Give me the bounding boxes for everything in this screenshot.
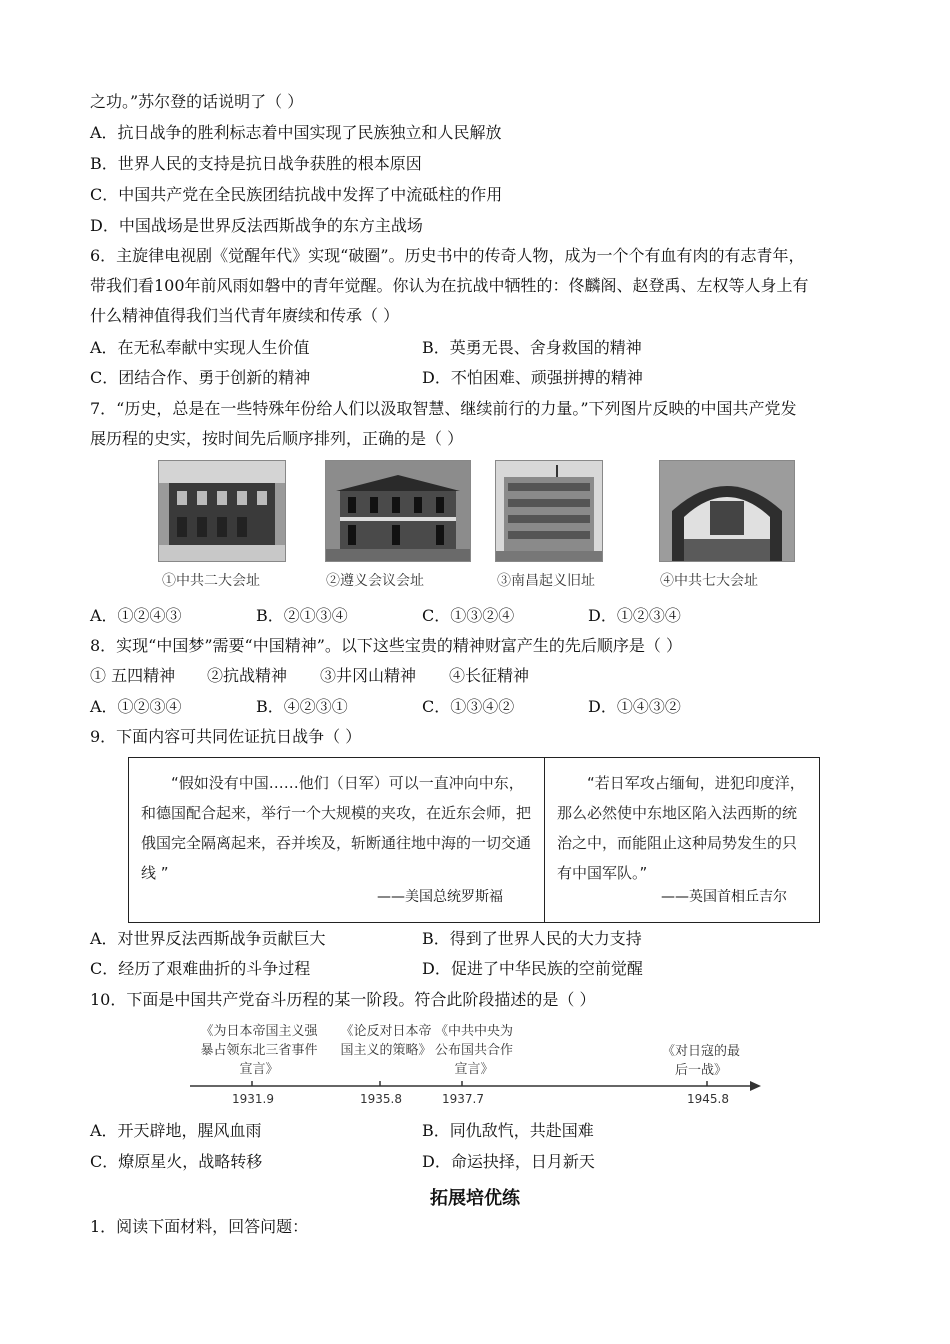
q7-stem-line2: 展历程的史实，按时间先后顺序排列，正确的是（ ） [90, 429, 464, 448]
q8-option-a: A．①②③④ [90, 697, 182, 716]
q6-stem-line2: 带我们看100年前风雨如磐中的青年觉醒。你认为在抗战中牺牲的：佟麟阁、赵登禹、左权等人身上有 [90, 276, 809, 295]
exercise-1-stem: 1．阅读下面材料，回答问题： [90, 1217, 309, 1236]
q9-quote-table [128, 757, 820, 923]
q8-item-4: ④长征精神 [449, 666, 530, 685]
q6-option-b: B．英勇无畏、舍身救国的精神 [422, 338, 642, 357]
quote-churchill-text: “若日军攻占缅甸，进犯印度洋，那么必然使中东地区陷入法西斯的统治之中，而能阻止这种局势发生的只有中国军队。” [557, 774, 805, 882]
q5-option-b: B．世界人民的支持是抗日战争获胜的根本原因 [90, 154, 422, 173]
q9-option-d: D．促进了中华民族的空前觉醒 [422, 959, 643, 978]
q8-stem: 8．实现“中国梦”需要“中国精神”。以下这些宝贵的精神财富产生的先后顺序是（ ） [90, 636, 682, 655]
q7-option-b: B．②①③④ [256, 606, 348, 625]
q9-option-b: B．得到了世界人民的大力支持 [422, 929, 642, 948]
photo-nanchang-uprising-site [495, 460, 603, 562]
q5-option-d: D．中国战场是世界反法西斯战争的东方主战场 [90, 216, 423, 235]
q7-option-a: A．①②④③ [90, 606, 182, 625]
q8-item-1: ① 五四精神 [90, 666, 176, 685]
q6-option-c: C．团结合作、勇于创新的精神 [90, 368, 311, 387]
q6-option-a: A．在无私奉献中实现人生价值 [90, 338, 310, 357]
photo-caption-3: ③南昌起义旧址 [497, 573, 595, 589]
q9-option-a: A．对世界反法西斯战争贡献巨大 [90, 929, 326, 948]
q8-option-d: D．①④③② [588, 697, 681, 716]
q9-option-c: C．经历了艰难曲折的斗争过程 [90, 959, 311, 978]
quote-roosevelt-source: ——美国总统罗斯福 [377, 889, 503, 905]
quote-roosevelt-text: “假如没有中国……他们（日军）可以一直冲向中东，和德国配合起来，举行一个大规模的夹攻，在近东会师，把俄国完全隔离起来，吞并埃及，斩断通往地中海的一切交通线 ” [141, 774, 532, 882]
photo-second-congress-site [158, 460, 286, 562]
q8-item-2: ②抗战精神 [207, 666, 288, 685]
q5-option-c: C．中国共产党在全民族团结抗战中发挥了中流砥柱的作用 [90, 185, 503, 204]
q8-option-c: C．①③④② [422, 697, 515, 716]
q5-option-a: A．抗日战争的胜利标志着中国实现了民族独立和人民解放 [90, 123, 502, 142]
quote-churchill-source: ——英国首相丘吉尔 [661, 889, 787, 905]
timeline-event-1931: 《为日本帝国主义强暴占领东北三省事件宣言》 [200, 1024, 318, 1077]
q6-stem-line3: 什么精神值得我们当代青年赓续和传承（ ） [90, 306, 400, 325]
q5-stem: 之功。”苏尔登的话说明了（ ） [90, 92, 304, 111]
q10-option-b: B．同仇敌忾，共赴国难 [422, 1121, 594, 1140]
timeline-event-1937: 《中共中央为公布国共合作宣言》 [434, 1024, 513, 1077]
photo-zunyi-meeting-site [325, 460, 471, 562]
photo-seventh-congress-site [659, 460, 795, 562]
section-title: 拓展培优练 [430, 1188, 520, 1209]
photo-caption-4: ④中共七大会址 [660, 573, 758, 589]
timeline-date-1937: 1937.7 [442, 1092, 484, 1106]
q10-option-c: C．燎原星火，战略转移 [90, 1152, 263, 1171]
q10-option-d: D．命运抉择，日月新天 [422, 1152, 595, 1171]
q8-item-3: ③井冈山精神 [320, 666, 417, 685]
q7-option-c: C．①③②④ [422, 606, 515, 625]
q8-option-b: B．④②③① [256, 697, 348, 716]
timeline-event-1935: 《论反对日本帝国主义的策略》 [340, 1024, 432, 1058]
q10-option-a: A．开天辟地，腥风血雨 [90, 1121, 262, 1140]
q10-stem: 10．下面是中国共产党奋斗历程的某一阶段。符合此阶段描述的是（ ） [90, 990, 596, 1009]
timeline-date-1945: 1945.8 [687, 1092, 729, 1106]
timeline-date-1931: 1931.9 [232, 1092, 274, 1106]
timeline-date-1935: 1935.8 [360, 1092, 402, 1106]
timeline-event-1945: 《对日寇的最后一战》 [661, 1044, 740, 1078]
photo-caption-2: ②遵义会议会址 [326, 573, 424, 589]
q9-stem: 9．下面内容可共同佐证抗日战争（ ） [90, 727, 362, 746]
q6-stem-line1: 6．主旋律电视剧《觉醒年代》实现“破圈”。历史书中的传奇人物，成为一个个有血有肉的有志青年， [90, 246, 805, 265]
q6-option-d: D．不怕困难、顽强拼搏的精神 [422, 368, 643, 387]
photo-caption-1: ①中共二大会址 [162, 573, 260, 589]
q7-stem-line1: 7．“历史，总是在一些特殊年份给人们以汲取智慧、继续前行的力量。”下列图片反映的中国共产党发 [90, 399, 797, 418]
q7-option-d: D．①②③④ [588, 606, 681, 625]
